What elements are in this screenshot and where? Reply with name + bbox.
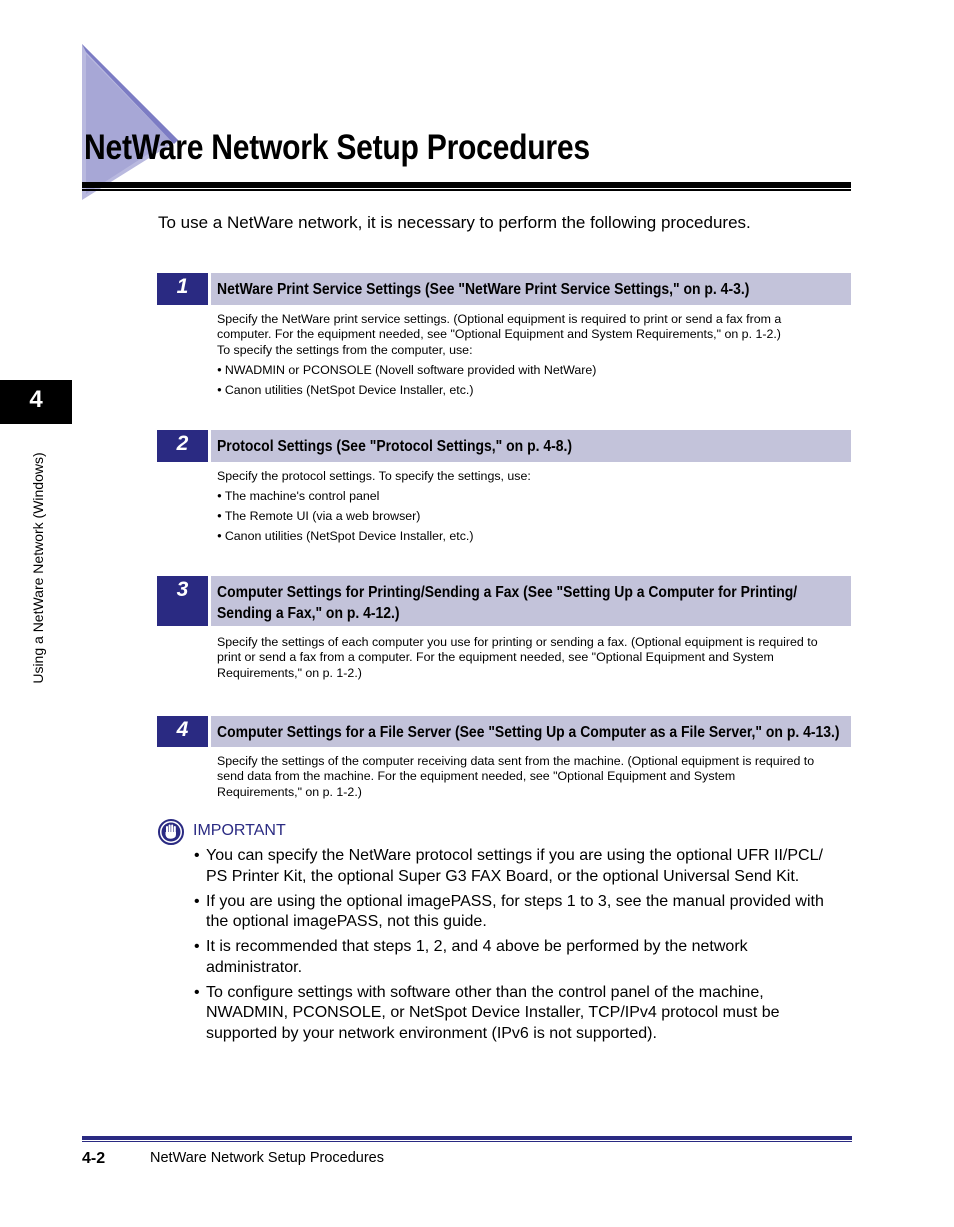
step-3-line: Requirements," on p. 1-2.) xyxy=(217,665,362,680)
important-item: • If you are using the optional imagePASS, for steps 1 to 3, see the manual provided with the optional imagePASS, not this guide. xyxy=(193,892,853,933)
step-2-bullet: ● The machine's control panel xyxy=(217,488,531,504)
step-4-line: send data from the machine. For the equipment needed, see "Optional Equipment and System xyxy=(217,769,736,784)
step-3-body xyxy=(217,635,818,681)
step-4-body xyxy=(217,754,814,800)
step-2-line: Specify the protocol settings. To specify the settings, use: xyxy=(217,469,531,483)
chapter-side-label: Using a NetWare Network (Windows) xyxy=(30,452,46,684)
intro-text: To use a NetWare network, it is necessary to perform the following procedures. xyxy=(158,213,751,232)
step-2-bullet: ● Canon utilities (NetSpot Device Installer, etc.) xyxy=(217,528,531,544)
important-item: • You can specify the NetWare protocol settings if you are using the optional UFR II/PCL/ PS Printer Kit, the optional Super G3 FAX Board, or the optional Universal Send Kit. xyxy=(193,846,853,887)
step-1-header xyxy=(211,273,851,305)
page-title: NetWare Network Setup Procedures xyxy=(84,128,590,167)
step-3-line: Specify the settings of each computer you use for printing or sending a fax. (Optional equipment is required to xyxy=(217,635,818,649)
footer-title: NetWare Network Setup Procedures xyxy=(150,1150,384,1166)
step-4-heading: Computer Settings for a File Server (See "Setting Up a Computer as a File Server," on p. 4-13.) xyxy=(217,724,840,741)
step-4-line: Specify the settings of the computer receiving data sent from the machine. (Optional equipment is required to xyxy=(217,754,815,768)
footer-rule-thin xyxy=(82,1141,852,1142)
step-3-number: 3 xyxy=(157,576,208,626)
step-2-number: 2 xyxy=(157,430,208,462)
chapter-tab xyxy=(0,380,72,424)
step-1-body xyxy=(217,312,781,398)
step-1-number: 1 xyxy=(157,273,208,305)
footer-rule xyxy=(82,1136,852,1140)
important-list xyxy=(193,846,853,1049)
step-4-line: Requirements," on p. 1-2.) xyxy=(217,784,362,799)
step-2-bullet: ● The Remote UI (via a web browser) xyxy=(217,508,531,524)
step-2-body xyxy=(217,469,531,544)
step-1-line: computer. For the equipment needed, see "Optional Equipment and System Requirements," on p. 1-2.) xyxy=(217,327,781,342)
step-2-heading: Protocol Settings (See "Protocol Settings," on p. 4-8.) xyxy=(217,438,573,455)
step-1-bullet: ● Canon utilities (NetSpot Device Installer, etc.) xyxy=(217,382,781,398)
step-1-bullet: ● NWADMIN or PCONSOLE (Novell software provided with NetWare) xyxy=(217,362,781,378)
step-3-heading-line: Sending a Fax," on p. 4-12.) xyxy=(217,605,400,622)
title-rule-thin xyxy=(82,189,851,191)
title-rule xyxy=(82,182,851,188)
step-1-heading: NetWare Print Service Settings (See "NetWare Print Service Settings," on p. 4-3.) xyxy=(217,281,750,298)
step-3-heading-line: Computer Settings for Printing/Sending a Fax (See "Setting Up a Computer for Printing/ xyxy=(217,584,798,601)
step-2-header xyxy=(211,430,851,462)
important-label: IMPORTANT xyxy=(193,822,286,839)
important-item: • It is recommended that steps 1, 2, and 4 above be performed by the network administrator. xyxy=(193,937,853,978)
important-item: • To configure settings with software other than the control panel of the machine, NWADMIN, PCONSOLE, or NetSpot Device Installer, TCP/IPv4 protocol must be supported by your network environment (IPv6 is not supported). xyxy=(193,983,853,1045)
step-1-line: To specify the settings from the computer, use: xyxy=(217,342,473,357)
step-1-line: Specify the NetWare print service settings. (Optional equipment is required to print or send a fax from a xyxy=(217,312,782,326)
step-4-number: 4 xyxy=(157,716,208,747)
step-3-header xyxy=(211,576,851,626)
hand-stop-icon xyxy=(158,819,184,845)
page-number: 4-2 xyxy=(82,1150,106,1167)
chapter-number: 4 xyxy=(29,386,43,413)
step-3-line: print or send a fax from a computer. For the equipment needed, see "Optional Equipment and System xyxy=(217,650,774,665)
step-3-heading xyxy=(217,582,797,624)
step-4-header xyxy=(211,716,851,747)
corner-triangle-decoration xyxy=(82,44,182,200)
